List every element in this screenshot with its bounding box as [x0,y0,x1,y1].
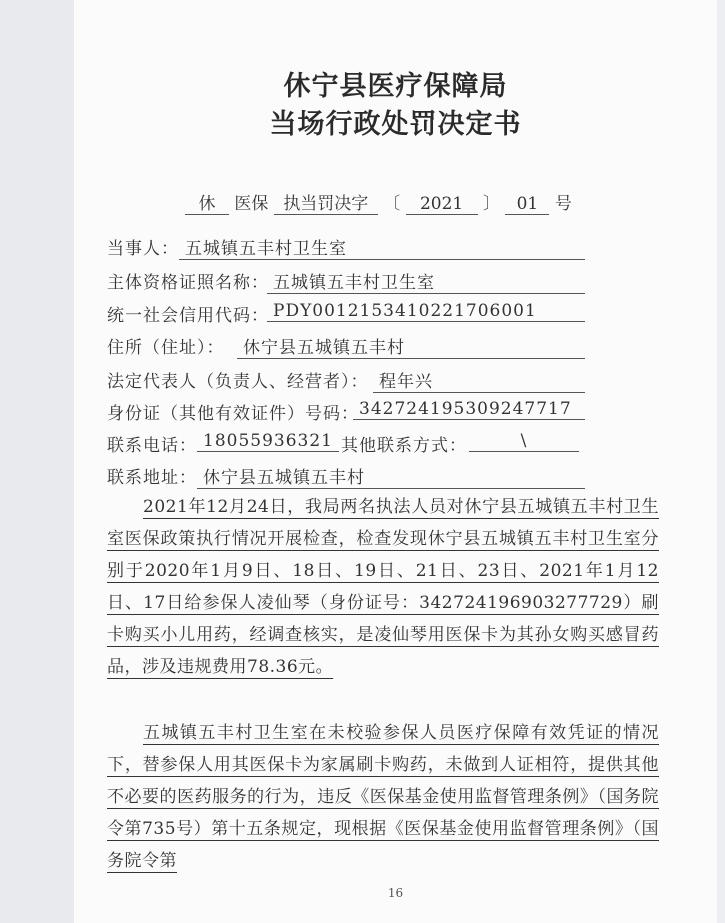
field-credit-code [107,301,537,326]
field-id-number-value: 342724195309247717 [353,399,585,420]
docno-agency: 医保 [234,194,269,214]
field-party-label: 当事人： [107,239,179,259]
scan-margin-left [0,0,74,923]
field-address-value: 休宁县五城镇五丰村 [237,333,585,359]
field-id-number [107,399,572,424]
docno-year: 2021 [406,194,478,215]
page-number: 16 [387,886,404,900]
field-contact-address-label: 联系地址： [107,468,197,488]
docno-number: 01 [505,194,549,215]
field-credit-code-label: 统一社会信用代码： [107,306,269,326]
document-title-line1: 休宁县医疗保障局 [283,71,508,102]
docno-prefix: 休 [185,189,229,215]
field-other-contact-label: 其他联系方式： [341,436,467,456]
docno-bracket-close: 〕 [483,194,501,214]
document-title-line2: 当场行政处罚决定书 [269,109,522,140]
document-page [74,0,717,923]
field-party-value: 五城镇五丰村卫生室 [179,234,585,260]
field-phone-value: 18055936321 [197,431,339,452]
field-other-contact-value: \ [469,431,579,452]
paragraph-violation-text: 五城镇五丰村卫生室在未校验参保人员医疗保障有效凭证的情况下，替参保人用其医保卡为家属刷卡购药，未做到人证相符，提供其他不必要的医药服务的行为，违反《医保基金使用监督管理条例》（国务院令第735号）第十五条规定，现根据《医保基金使用监督管理条例》（国务院令第 [107,723,659,871]
field-credit-code-value: PDY0012153410221706001 [267,301,585,322]
field-legal-rep-value: 程年兴 [373,367,585,393]
field-phone [107,431,528,456]
field-legal-rep [107,367,433,392]
field-address [107,333,405,358]
field-entity-name [107,268,435,293]
paragraph-inspection [107,491,659,683]
field-legal-rep-label: 法定代表人（负责人、经营者）： [107,372,369,392]
field-contact-address [107,463,365,488]
field-contact-address-value: 休宁县五城镇五丰村 [197,463,585,489]
docno-bracket-open: 〔 [383,194,401,214]
field-entity-name-value: 五城镇五丰村卫生室 [267,268,585,294]
field-entity-name-label: 主体资格证照名称： [107,273,269,293]
field-phone-label: 联系电话： [107,436,197,456]
scan-margin-right [717,0,725,923]
field-address-label: 住所（住址）： [107,338,225,358]
document-number [185,189,572,215]
docno-suffix: 号 [554,194,572,214]
paragraph-violation [107,717,659,877]
docno-type: 执当罚决字 [274,189,378,215]
field-party [107,234,347,259]
paragraph-inspection-text: 2021年12月24日，我局两名执法人员对休宁县五城镇五丰村卫生室医保政策执行情况开展检查，检查发现休宁县五城镇五丰村卫生室分别于2020年1月9日、18日、19日、21日、23日、2021年1月12日、17日给参保人凌仙琴（身份证号：342724196903277729）刷卡购买小儿用药，经调查核实，是凌仙琴用医保卡为其孙女购买感冒药品，涉及违规费用78.36元。 [107,497,659,677]
field-id-number-label: 身份证（其他有效证件）号码： [107,404,359,424]
